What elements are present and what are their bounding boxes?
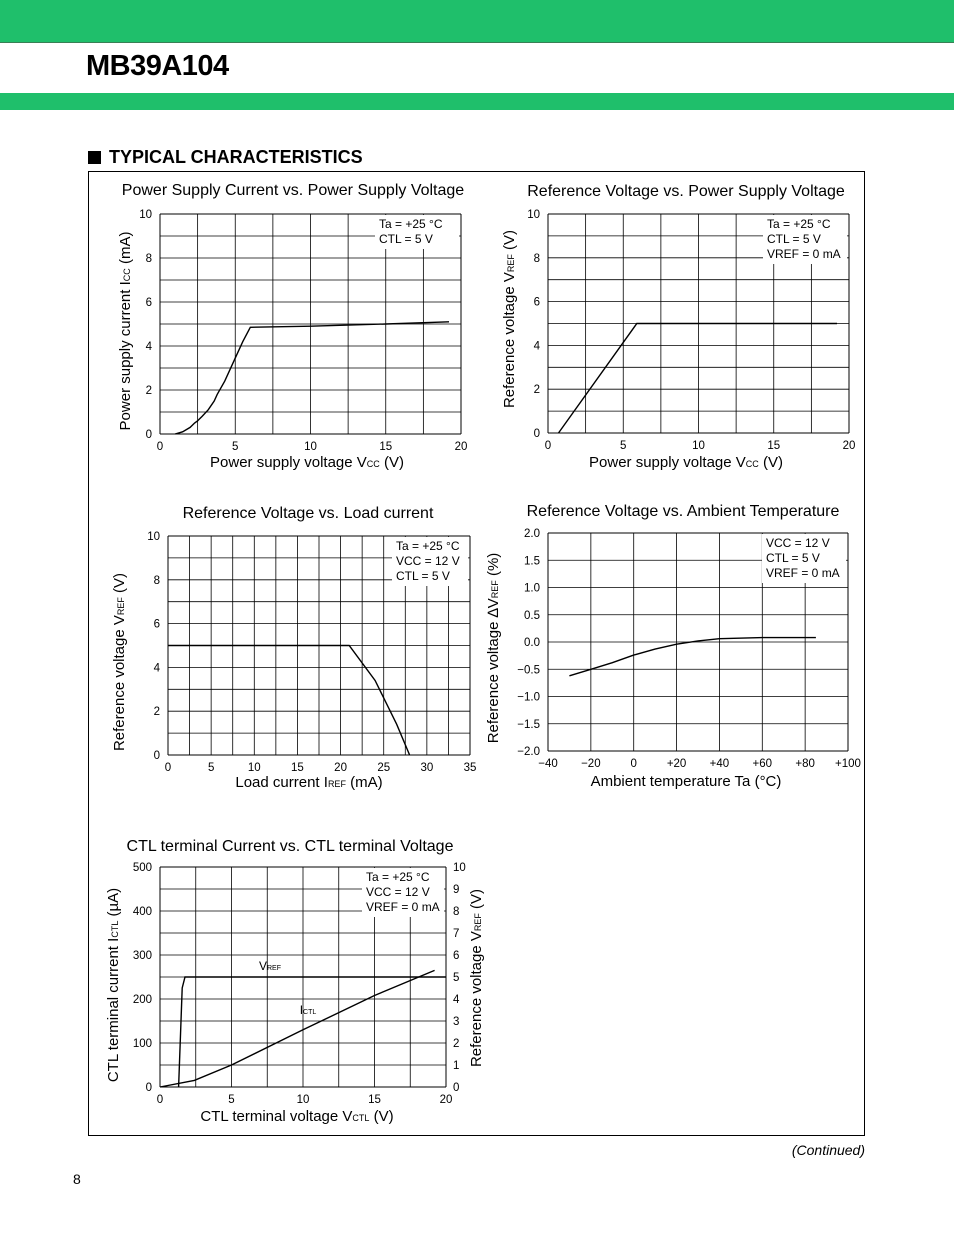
label-part: Load current I: [235, 774, 328, 791]
label-part: (µA): [105, 887, 122, 921]
x-axis-label: [210, 454, 404, 471]
x-tick-label: 0: [630, 758, 637, 770]
x-tick-label: −40: [538, 758, 558, 770]
x-tick-label: 25: [377, 762, 391, 774]
label-part: I: [299, 1003, 304, 1017]
y-right-tick-label: 1: [453, 1060, 460, 1072]
annotation-text: CTL = 5 V: [396, 569, 450, 583]
chart-2: [501, 183, 855, 471]
label-part: CC: [122, 268, 132, 282]
y-tick-label: 4: [153, 662, 160, 675]
chart-4: [485, 503, 861, 790]
y-tick-label: 10: [147, 531, 160, 543]
label-part: Power supply voltage V: [589, 454, 746, 471]
annotation-text: VREF = 0 mA: [366, 900, 440, 914]
chart-title: Power Supply Current vs. Power Supply Voltage: [121, 182, 465, 199]
x-tick-label: +40: [709, 758, 730, 770]
y-right-tick-label: 9: [453, 884, 460, 896]
y-tick-label: 6: [145, 297, 152, 309]
y-right-tick-label: 5: [453, 972, 460, 984]
y-axis-label: [105, 888, 122, 1082]
y-tick-label: 400: [132, 906, 152, 918]
y-axis-label: [485, 553, 502, 744]
label-part: (V): [758, 454, 783, 471]
y-right-tick-label: 8: [453, 906, 460, 918]
annotation-text: CTL = 5 V: [766, 551, 820, 565]
label-part: (%): [485, 552, 502, 581]
chart-title: CTL terminal Current vs. CTL terminal Voltage: [126, 838, 454, 855]
label-part: REF: [267, 965, 282, 972]
y-right-tick-label: 3: [453, 1016, 460, 1028]
x-axis-label: [589, 454, 783, 471]
y-tick-label: 500: [132, 862, 152, 874]
x-tick-label: 15: [368, 1094, 381, 1106]
label-part: CTL: [352, 1113, 370, 1123]
label-part: (V): [468, 888, 485, 914]
x-tick-label: 20: [439, 1094, 453, 1106]
y-tick-label: −1.0: [517, 691, 540, 704]
x-tick-label: 20: [334, 762, 347, 774]
y-tick-label: 8: [153, 574, 160, 587]
y-tick-label: 4: [533, 340, 540, 353]
x-tick-label: 5: [232, 441, 239, 453]
annotation-text: VREF = 0 mA: [767, 247, 841, 261]
x-tick-label: +60: [752, 758, 773, 770]
y-right-tick-label: 0: [453, 1082, 460, 1094]
label-part: REF: [473, 913, 483, 932]
label-part: Ambient temperature Ta (°C): [590, 773, 782, 790]
label-part: (V): [369, 1108, 394, 1125]
y-tick-label: 0.5: [524, 609, 540, 622]
x-tick-label: +20: [666, 758, 687, 770]
series-line: [160, 970, 435, 1087]
x-tick-label: 10: [304, 441, 317, 453]
series-label: [300, 1003, 317, 1017]
label-part: (V): [379, 454, 404, 471]
y-tick-label: −2.0: [517, 746, 540, 758]
y-right-tick-label: 4: [453, 994, 460, 1006]
x-tick-label: 15: [379, 441, 393, 453]
label-part: V: [258, 959, 268, 973]
y-tick-label: 1.5: [524, 555, 540, 568]
annotation-text: Ta = +25 °C: [767, 217, 831, 231]
label-part: Reference voltage V: [111, 615, 128, 752]
annotation-text: VCC = 12 V: [766, 536, 830, 550]
label-part: CC: [745, 459, 759, 469]
y-right-tick-label: 6: [453, 950, 460, 962]
chart-title: Reference Voltage vs. Ambient Temperature: [526, 503, 840, 520]
x-tick-label: 5: [228, 1094, 235, 1106]
label-part: (V): [111, 572, 128, 598]
page-number: 8: [73, 1171, 81, 1187]
y-tick-label: 2: [145, 385, 152, 397]
y-tick-label: 300: [132, 950, 152, 962]
x-tick-label: 0: [156, 441, 164, 453]
y-right-tick-label: 7: [453, 928, 460, 940]
x-axis-label: [591, 773, 782, 790]
y-tick-label: 2.0: [524, 528, 540, 540]
y-tick-label: 6: [533, 296, 540, 309]
label-part: Reference voltage V: [501, 272, 518, 409]
x-tick-label: 0: [544, 440, 552, 452]
annotation-text: VCC = 12 V: [396, 554, 460, 568]
annotation-text: VREF = 0 mA: [766, 566, 840, 580]
x-tick-label: 10: [692, 440, 705, 452]
y-tick-label: 200: [132, 994, 152, 1006]
annotation-text: Ta = +25 °C: [396, 539, 460, 553]
label-part: CTL terminal voltage V: [200, 1108, 353, 1125]
y-tick-label: 0.0: [524, 637, 540, 649]
chart-1: [117, 182, 467, 471]
x-axis-label: [200, 1108, 393, 1125]
x-tick-label: 15: [291, 762, 304, 774]
x-tick-label: 0: [164, 762, 172, 774]
y-axis-label: [111, 573, 128, 751]
annotation-text: Ta = +25 °C: [366, 870, 430, 884]
y-axis-label: [501, 230, 518, 408]
x-tick-label: 10: [296, 1094, 310, 1106]
label-part: CTL terminal current I: [105, 937, 122, 1083]
y-tick-label: 10: [527, 209, 540, 221]
label-part: (mA): [117, 231, 134, 269]
x-tick-label: 35: [463, 762, 477, 774]
y-tick-label: 1.0: [524, 582, 540, 595]
label-part: CTL: [303, 1009, 317, 1016]
y-right-tick-label: 2: [453, 1038, 460, 1050]
label-part: Reference voltage ∆V: [485, 598, 502, 744]
section-title-text: TYPICAL CHARACTERISTICS: [109, 147, 363, 167]
y-tick-label: 0: [153, 750, 160, 762]
x-tick-label: 15: [767, 440, 781, 452]
part-number: MB39A104: [86, 50, 229, 82]
annotation-text: CTL = 5 V: [767, 232, 821, 246]
x-tick-label: 20: [842, 440, 856, 452]
label-part: Power supply current I: [117, 281, 134, 431]
y-tick-label: 0: [145, 1082, 152, 1094]
label-part: REF: [506, 254, 516, 273]
annotation-text: VCC = 12 V: [366, 885, 430, 899]
x-tick-label: 5: [207, 762, 215, 774]
x-tick-label: 20: [454, 441, 468, 453]
x-tick-label: 0: [156, 1094, 164, 1106]
annotation-text: Ta = +25 °C: [379, 217, 443, 231]
continued-note: (Continued): [791, 1142, 865, 1158]
y-tick-label: 2: [533, 384, 540, 397]
label-part: Power supply voltage V: [210, 454, 367, 471]
series-line: [559, 324, 838, 434]
label-part: (V): [501, 229, 518, 255]
y-right-tick-label: 10: [453, 862, 466, 874]
y-tick-label: 100: [132, 1038, 152, 1050]
x-tick-label: +80: [795, 758, 815, 770]
chart-title: Reference Voltage vs. Load current: [182, 505, 434, 522]
x-tick-label: 5: [620, 440, 627, 452]
y-tick-label: −1.5: [517, 718, 540, 731]
y-tick-label: 0: [533, 428, 540, 440]
y-tick-label: 2: [153, 706, 160, 719]
y-tick-label: 4: [145, 341, 152, 353]
y-tick-label: 10: [139, 209, 152, 221]
y-tick-label: 0: [145, 429, 152, 441]
label-part: REF: [116, 597, 126, 616]
label-part: CTL: [110, 920, 120, 938]
x-tick-label: −20: [581, 758, 601, 770]
series-line: [175, 322, 449, 434]
series-label: [259, 959, 281, 973]
series-line: [569, 638, 816, 676]
y-tick-label: 6: [153, 618, 160, 631]
y-tick-label: 8: [533, 252, 540, 265]
label-part: Reference voltage V: [468, 931, 485, 1068]
y-tick-label: 8: [145, 253, 152, 265]
annotation-text: CTL = 5 V: [379, 232, 433, 246]
label-part: REF: [327, 779, 346, 789]
x-tick-label: +100: [835, 758, 861, 770]
x-tick-label: 10: [247, 762, 261, 774]
y-right-axis-label: [468, 889, 485, 1067]
chart-3: [111, 505, 476, 791]
label-part: REF: [490, 580, 500, 599]
series-line: [168, 646, 410, 756]
label-part: (mA): [345, 774, 383, 791]
label-part: CC: [366, 459, 380, 469]
chart-title: Reference Voltage vs. Power Supply Voltage: [527, 183, 845, 200]
y-tick-label: −0.5: [517, 664, 540, 677]
chart-5: [105, 838, 485, 1125]
y-axis-label: [117, 232, 134, 431]
x-axis-label: [235, 774, 382, 791]
x-tick-label: 30: [420, 762, 434, 774]
